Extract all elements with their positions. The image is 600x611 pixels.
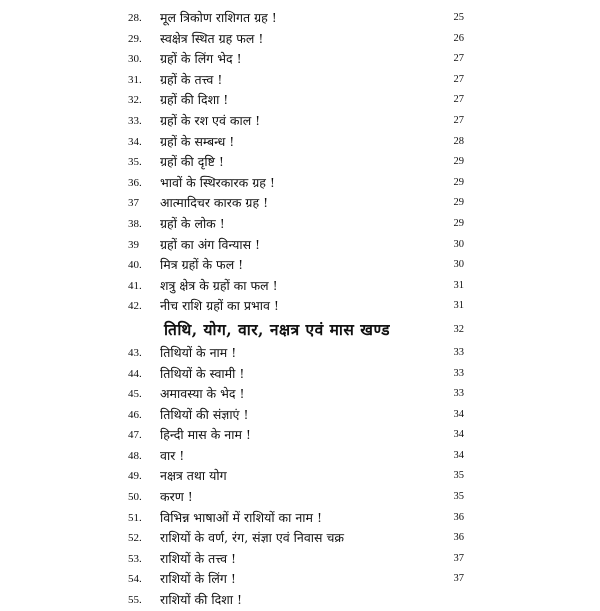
- toc-entry: [0, 446, 600, 467]
- entry-page: 34: [453, 408, 464, 420]
- entry-title: अमावस्या के भेद !: [160, 386, 245, 402]
- entry-number: 49.: [128, 470, 142, 483]
- entry-title: नीच राशि ग्रहों का प्रभाव !: [160, 298, 279, 314]
- entry-page: 27: [453, 53, 464, 65]
- toc-entry: [0, 549, 600, 570]
- toc-entry: [0, 364, 600, 385]
- section-heading: तिथि, योग, वार, नक्षत्र एवं मास खण्ड: [164, 319, 391, 339]
- entry-title: हिन्दी मास के नाम !: [160, 427, 251, 443]
- entry-title: राशियों के लिंग !: [160, 571, 236, 587]
- table-of-contents: [0, 8, 600, 611]
- toc-entry: [0, 152, 600, 173]
- toc-entry: [0, 193, 600, 214]
- entry-number: 50.: [128, 491, 142, 504]
- entry-number: 43.: [128, 346, 142, 359]
- entry-page: 35: [453, 470, 464, 482]
- toc-entry: [0, 235, 600, 256]
- entry-page: 27: [453, 73, 464, 85]
- toc-entry: [0, 296, 600, 317]
- entry-number: 55.: [128, 594, 142, 607]
- entry-page: 29: [453, 217, 464, 229]
- toc-entry: [0, 49, 600, 70]
- entry-page: 33: [453, 367, 464, 379]
- toc-entry: [0, 425, 600, 446]
- entry-number: 31.: [128, 73, 142, 86]
- toc-entry: [0, 590, 600, 611]
- toc-entry: [0, 214, 600, 235]
- entry-page: 29: [453, 156, 464, 168]
- entry-number: 28.: [128, 12, 142, 24]
- entry-number: 48.: [128, 449, 142, 462]
- entry-page: 34: [453, 449, 464, 461]
- entry-title: भावों के स्थिरकारक ग्रह !: [160, 174, 275, 190]
- entry-number: 51.: [128, 511, 142, 524]
- entry-page: 37: [453, 552, 464, 564]
- toc-entry: [0, 70, 600, 91]
- entry-page: 27: [453, 114, 464, 126]
- entry-title: तिथियों के नाम !: [160, 344, 237, 360]
- toc-entry: [0, 466, 600, 487]
- entry-number: 33.: [128, 114, 142, 127]
- entry-page: 37: [453, 573, 464, 585]
- entry-title: ग्रहों के लोक !: [160, 215, 225, 231]
- entry-number: 34.: [128, 135, 142, 148]
- entry-number: 36.: [128, 176, 142, 189]
- toc-entry: [0, 276, 600, 297]
- toc-entry: [0, 343, 600, 364]
- entry-number: 37: [128, 197, 139, 210]
- entry-title: ग्रहों के रश एवं काल !: [160, 112, 261, 128]
- entry-number: 30.: [128, 53, 142, 66]
- entry-title: करण !: [160, 489, 193, 505]
- toc-entry: [0, 569, 600, 590]
- entry-title: तिथियों के स्वामी !: [160, 365, 245, 381]
- entry-number: 29.: [128, 32, 142, 45]
- entry-title: राशियों की दिशा !: [160, 592, 242, 608]
- toc-entry: [0, 132, 600, 153]
- entry-number: 42.: [128, 300, 142, 313]
- entry-page: 27: [453, 94, 464, 106]
- toc-entry: [0, 508, 600, 529]
- entry-number: 52.: [128, 532, 142, 545]
- entry-page: 28: [453, 135, 464, 147]
- entry-title: राशियों के तत्त्व !: [160, 550, 237, 566]
- entry-page: 36: [453, 532, 464, 544]
- entry-title: मित्र ग्रहों के फल !: [160, 257, 244, 273]
- entry-number: 53.: [128, 552, 142, 565]
- toc-entry: [0, 90, 600, 111]
- entry-number: 46.: [128, 408, 142, 421]
- entry-number: 45.: [128, 388, 142, 401]
- entry-title: वार !: [160, 447, 185, 463]
- entry-page: 33: [453, 346, 464, 358]
- entry-page: 29: [453, 176, 464, 188]
- entry-title: ग्रहों की दृष्टि !: [160, 154, 224, 170]
- entry-page: 30: [453, 238, 464, 250]
- toc-entry: [0, 8, 600, 29]
- toc-entry: [0, 487, 600, 508]
- entry-page: 33: [453, 388, 464, 400]
- entry-title: आत्मादिचर कारक ग्रह !: [160, 195, 269, 211]
- entry-title: शत्रु क्षेत्र के ग्रहों का फल !: [160, 277, 278, 293]
- entry-title: ग्रहों का अंग विन्यास !: [160, 236, 261, 252]
- entry-title: ग्रहों के लिंग भेद !: [160, 51, 242, 67]
- section-heading-row: [0, 317, 600, 343]
- entry-page: 29: [453, 197, 464, 209]
- entry-title: ग्रहों के तत्त्व !: [160, 71, 223, 87]
- entry-number: 47.: [128, 429, 142, 442]
- entry-page: 31: [453, 300, 464, 312]
- entry-page: 26: [453, 32, 464, 44]
- toc-entry: [0, 29, 600, 50]
- entry-title: नक्षत्र तथा योग: [160, 468, 227, 484]
- entry-page: 30: [453, 259, 464, 271]
- toc-entry: [0, 405, 600, 426]
- entry-title: ग्रहों के सम्बन्ध !: [160, 133, 235, 149]
- toc-entry: [0, 528, 600, 549]
- entry-title: स्वक्षेत्र स्थित ग्रह फल !: [160, 30, 264, 46]
- entry-title: मूल त्रिकोण राशिगत ग्रह !: [160, 10, 277, 25]
- entry-number: 38.: [128, 217, 142, 230]
- toc-entry: [0, 255, 600, 276]
- toc-entry: [0, 173, 600, 194]
- entry-number: 40.: [128, 259, 142, 272]
- toc-entry: [0, 384, 600, 405]
- entry-number: 32.: [128, 94, 142, 107]
- entry-number: 54.: [128, 573, 142, 586]
- entry-title: विभिन्न भाषाओं में राशियों का नाम !: [160, 509, 323, 525]
- entry-number: 44.: [128, 367, 142, 380]
- entry-title: राशियों के वर्ण, रंग, संज्ञा एवं निवास चक्र: [160, 530, 344, 546]
- entry-page: 25: [453, 12, 464, 23]
- entry-number: 41.: [128, 279, 142, 292]
- entry-page: 31: [453, 279, 464, 291]
- entry-title: ग्रहों की दिशा !: [160, 92, 229, 108]
- entry-title: तिथियों की संज्ञाएं !: [160, 406, 249, 422]
- toc-entry: [0, 111, 600, 132]
- entry-page: 35: [453, 491, 464, 503]
- entry-page: 34: [453, 429, 464, 441]
- entry-number: 39: [128, 238, 139, 251]
- entry-page: 36: [453, 511, 464, 523]
- section-page: 32: [453, 323, 464, 335]
- entry-number: 35.: [128, 156, 142, 169]
